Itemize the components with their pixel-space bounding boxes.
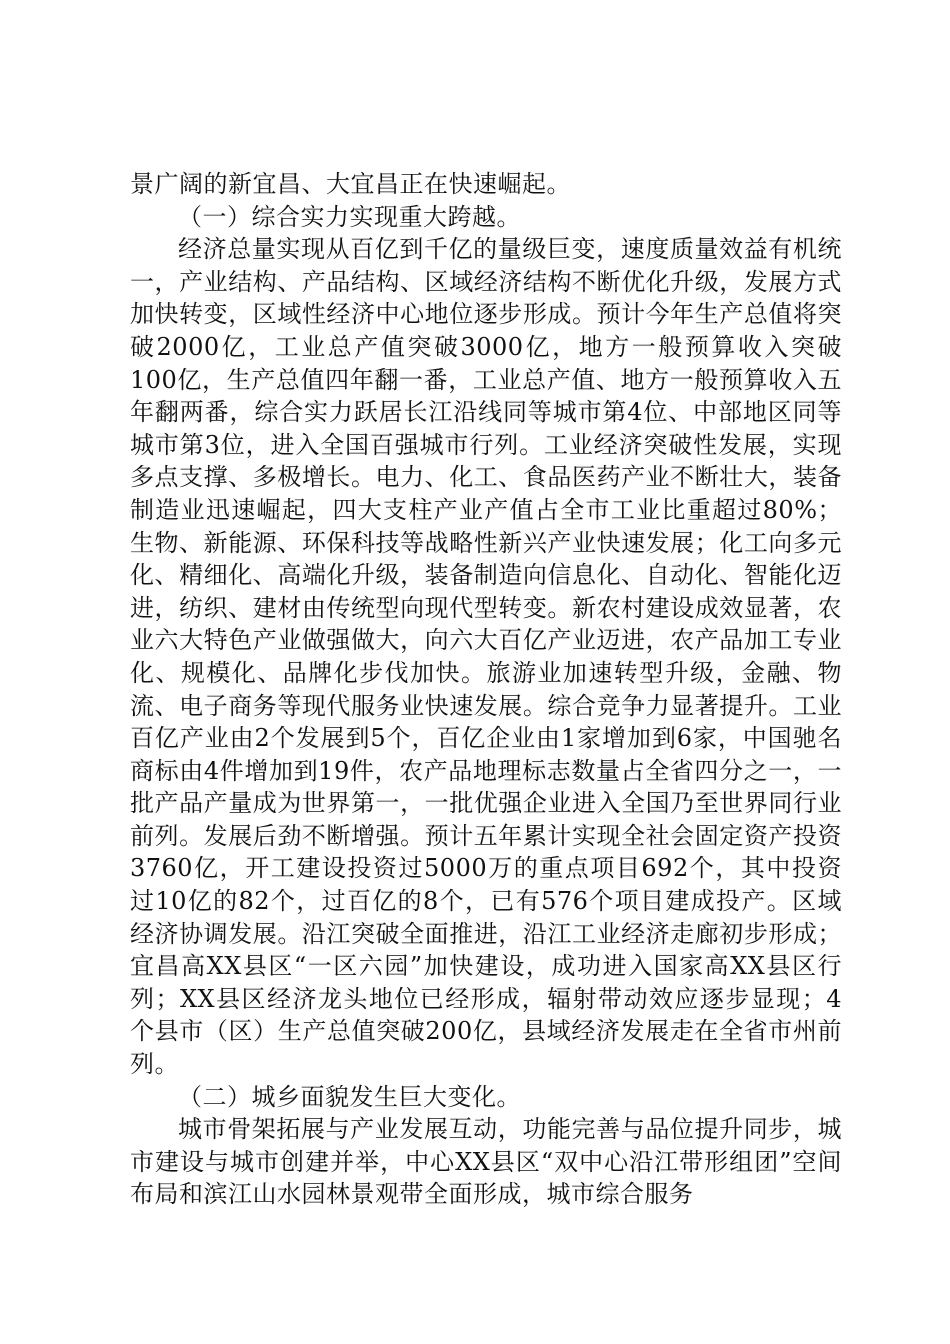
continued-paragraph: 景广阔的新宜昌、大宜昌正在快速崛起。 (130, 170, 571, 198)
document-body (130, 168, 842, 1211)
section-2-paragraph: 城市骨架拓展与产业发展互动，功能完善与品位提升同步，城市建设与城市创建并举，中心XX县区“双中心沿江带形组团”空间布局和滨江山水园林景观带全面形成，城市综合服务 (130, 1115, 842, 1209)
section-heading-1: （一）综合实力实现重大跨越。 (178, 202, 521, 231)
section-1-paragraph: 经济总量实现从百亿到千亿的量级巨变，速度质量效益有机统一，产业结构、产品结构、区域经济结构不断优化升级，发展方式加快转变，区域性经济中心地位逐步形成。预计今年生产总值将突破2000亿，工业总产值突破3000亿，地方一般预算收入突破100亿，生产总值四年翻一番，工业总产值、地方一般预算收入五年翻两番，综合实力跃居长江沿线同等城市第4位、中部地区同等城市第3位，进入全国百强城市行列。工业经济突破性发展，实现多点支撑、多极增长。电力、化工、食品医药产业不断壮大，装备制造业迅速崛起，四大支柱产业产值占全市工业比重超过80%；生物、新能源、环保科技等战略性新兴产业快速发展；化工向多元化、精细化、高端化升级，装备制造向信息化、自动化、智能化迈进，纺织、建材由传统型向现代型转变。新农村建设成效显著，农业六大特色产业做强做大，向六大百亿产业迈进，农产品加工专业化、规模化、品牌化步伐加快。旅游业加速转型升级，金融、物流、电子商务等现代服务业快速发展。综合竞争力显著提升。工业百亿产业由2个发展到5个，百亿企业由1家增加到6家，中国驰名商标由4件增加到19件，农产品地理标志数量占全省四分之一，一批产品产量成为世界第一，一批优强企业进入全国乃至世界同行业前列。发展后劲不断增强。预计五年累计实现全社会固定资产投资3760亿，开工建设投资过5000万的重点项目692个，其中投资过10亿的82个，过百亿的8个，已有576个项目建成投产。区域经济协调发展。沿江突破全面推进，沿江工业经济走廊初步形成；宜昌高XX县区“一区六园”加快建设，成功进入国家高XX县区行列；XX县区经济龙头地位已经形成，辐射带动效应逐步显现；4个县市（区）生产总值突破200亿，县域经济发展走在全省市州前列。 (130, 235, 842, 1079)
section-heading-2: （二）城乡面貌发生巨大变化。 (178, 1082, 521, 1111)
